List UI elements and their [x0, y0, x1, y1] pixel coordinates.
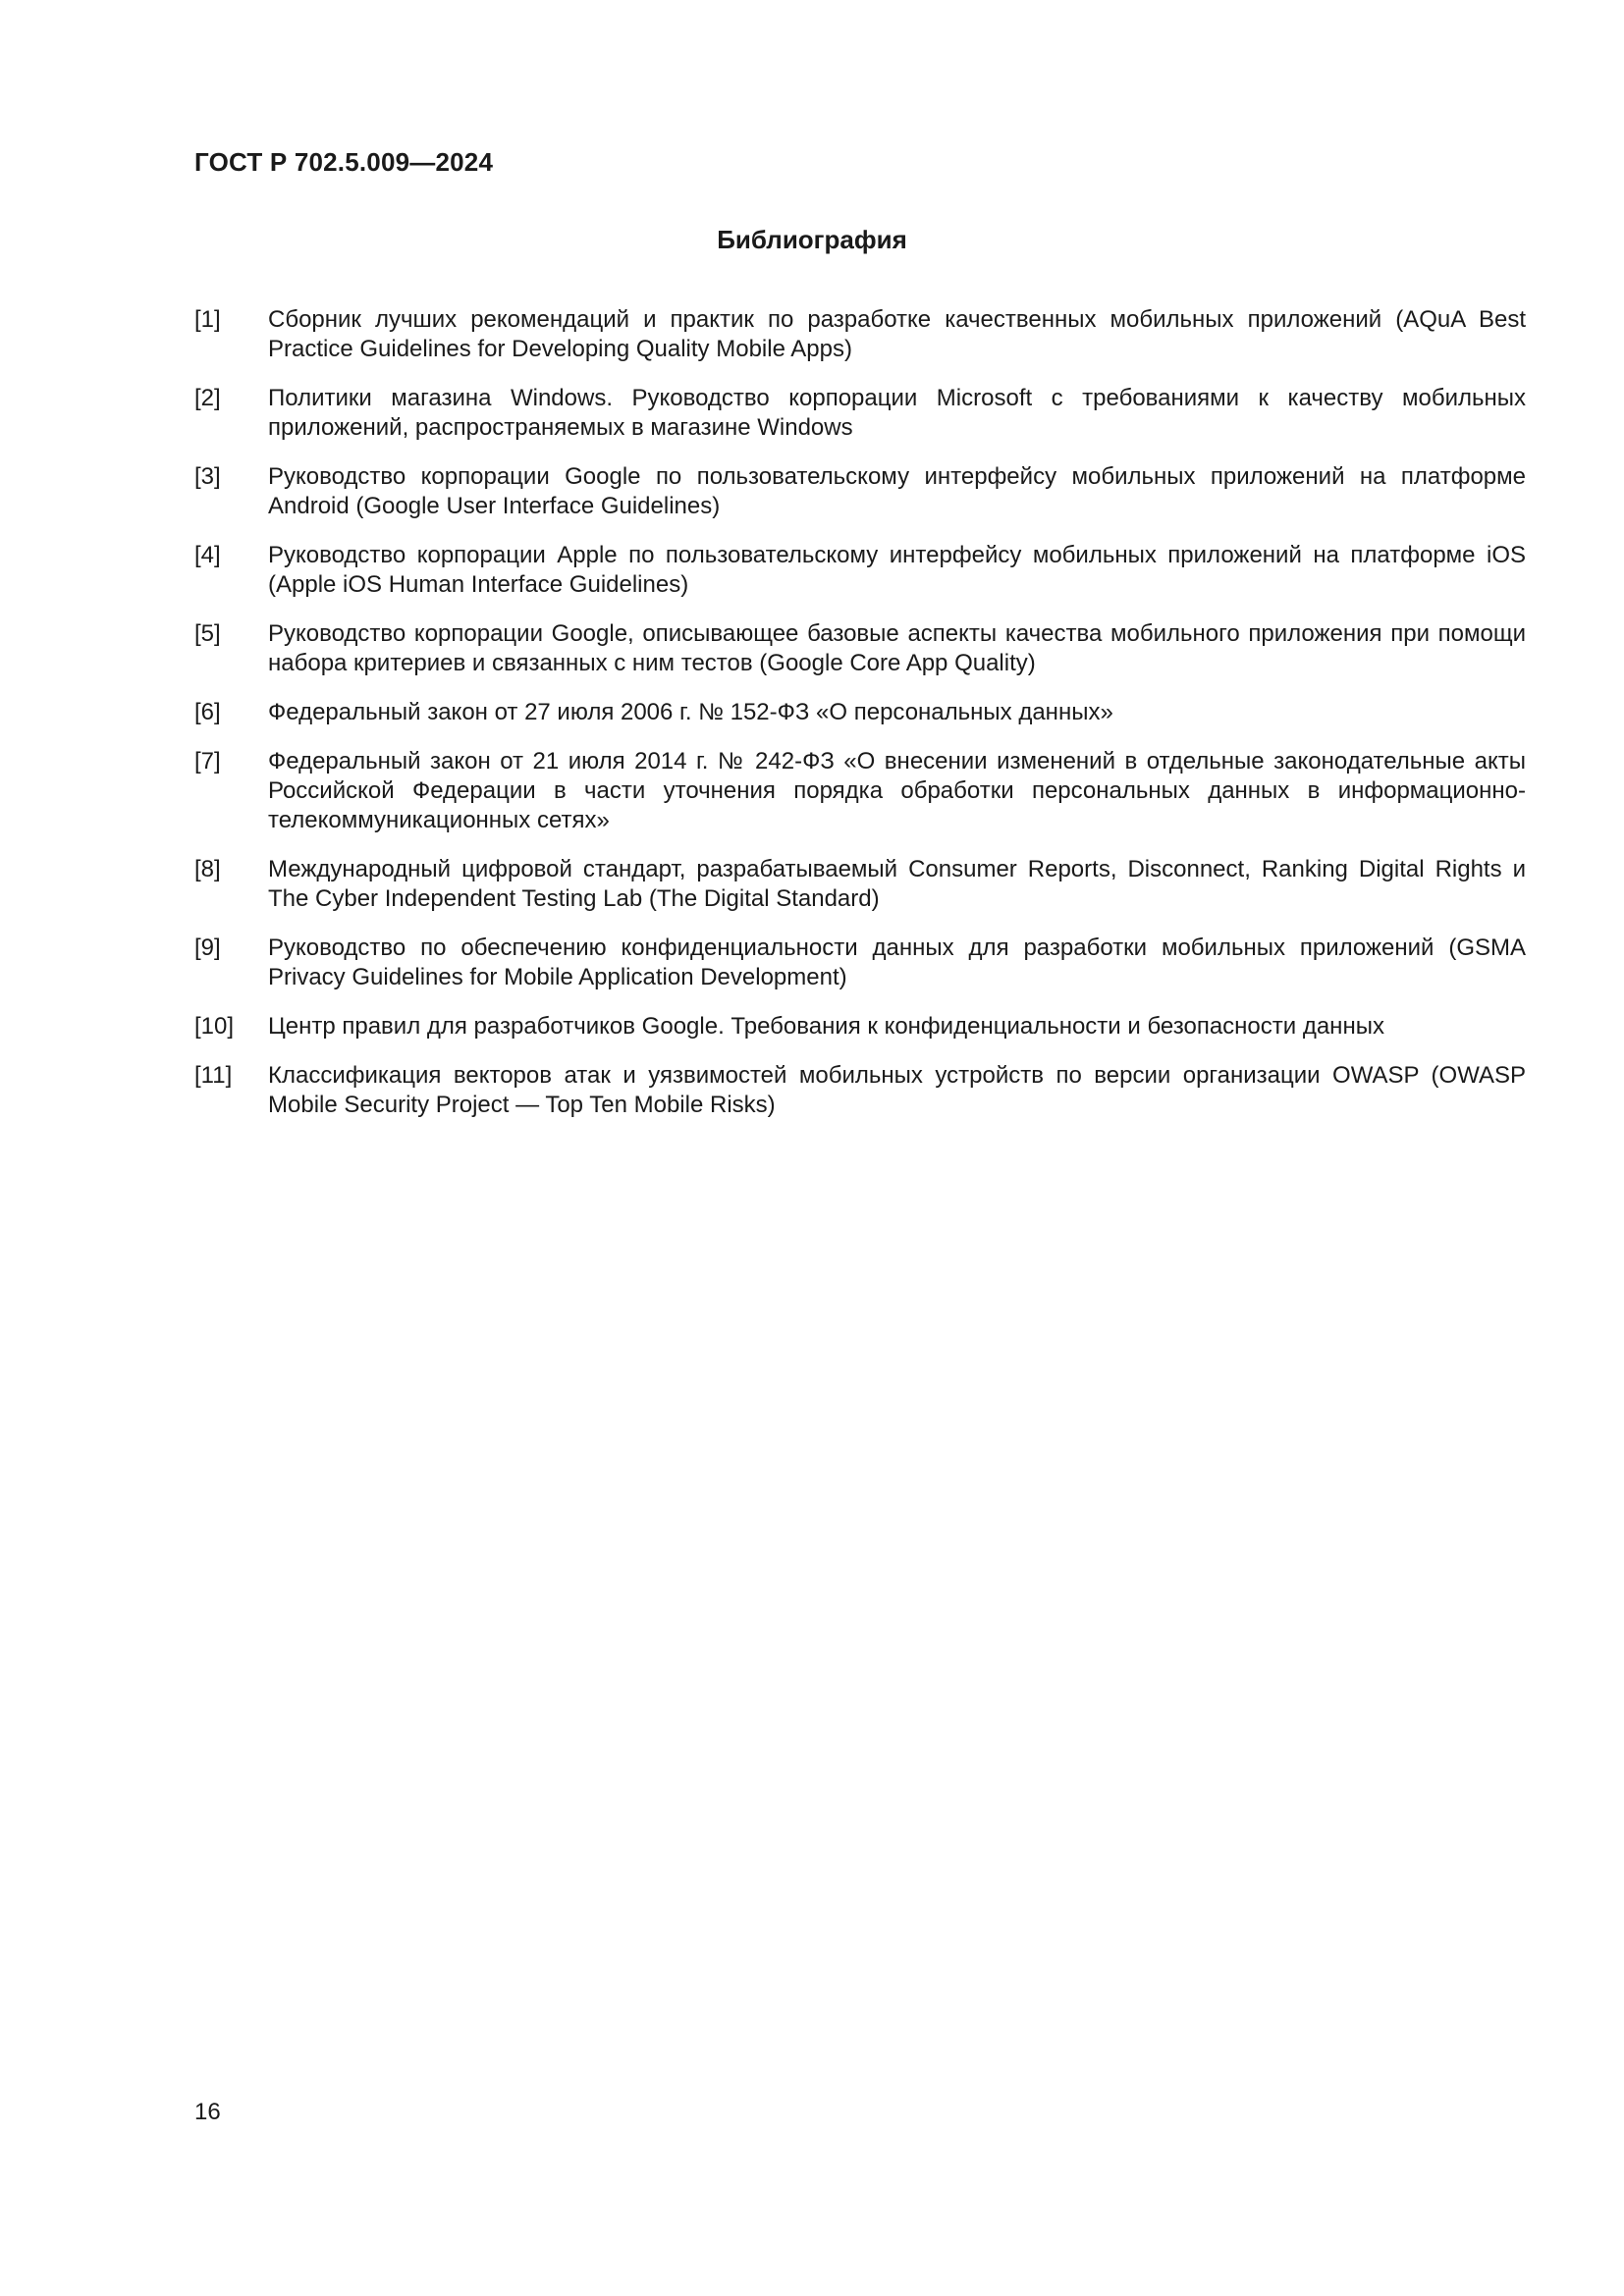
- document-code-header: ГОСТ Р 702.5.009—2024: [194, 147, 494, 177]
- bibliography-item-number: [4]: [194, 542, 221, 568]
- bibliography-item-text: Федеральный закон от 21 июля 2014 г. № 242-ФЗ «О внесении изменений в отдельные законодательные акты Российской Федерации в части уточнения порядка обработки персональных данных в информационно-телекоммуникационных сетях»: [268, 748, 1526, 833]
- bibliography-item-text: Центр правил для разработчиков Google. Требования к конфиденциальности и безопасности данных: [268, 1013, 1384, 1040]
- bibliography-item-8: [194, 855, 1526, 914]
- bibliography-item-10: [194, 1012, 1526, 1041]
- bibliography-item-text: Руководство корпорации Google, описывающее базовые аспекты качества мобильного приложения при помощи набора критериев и связанных с ним тестов (Google Core App Quality): [268, 620, 1526, 676]
- bibliography-item-number: [2]: [194, 385, 221, 411]
- bibliography-item-number: [5]: [194, 620, 221, 647]
- bibliography-item-number: [10]: [194, 1013, 235, 1040]
- bibliography-item-number: [8]: [194, 856, 221, 882]
- bibliography-item-text: Федеральный закон от 27 июля 2006 г. № 152-ФЗ «О персональных данных»: [268, 699, 1113, 725]
- bibliography-item-7: [194, 747, 1526, 835]
- bibliography-item-5: [194, 619, 1526, 678]
- bibliography-item-9: [194, 934, 1526, 992]
- bibliography-item-text: Классификация векторов атак и уязвимостей мобильных устройств по версии организации OWASP (OWASP Mobile Security Project — Top Ten Mobile Risks): [268, 1062, 1526, 1118]
- bibliography-item-number: [6]: [194, 699, 221, 725]
- bibliography-item-text: Руководство корпорации Apple по пользовательскому интерфейсу мобильных приложений на платформе iOS (Apple iOS Human Interface Guidelines): [268, 542, 1526, 598]
- bibliography-item-3: [194, 462, 1526, 521]
- bibliography-item-number: [11]: [194, 1062, 233, 1089]
- bibliography-item-text: Политики магазина Windows. Руководство корпорации Microsoft с требованиями к качеству мобильных приложений, распространяемых в магазине Windows: [268, 385, 1526, 441]
- bibliography-title: Библиография: [717, 225, 907, 254]
- bibliography-item-6: [194, 698, 1526, 727]
- bibliography-item-number: [1]: [194, 306, 221, 333]
- bibliography-item-2: [194, 384, 1526, 443]
- bibliography-item-number: [7]: [194, 748, 221, 774]
- bibliography-item-text: Международный цифровой стандарт, разрабатываемый Consumer Reports, Disconnect, Ranking Digital Rights и The Cyber Independent Testing Lab (The Digital Standard): [268, 856, 1526, 912]
- bibliography-list: [194, 305, 1526, 1140]
- page-number: 16: [194, 2099, 221, 2125]
- bibliography-item-1: [194, 305, 1526, 364]
- bibliography-item-text: Руководство по обеспечению конфиденциальности данных для разработки мобильных приложений (GSMA Privacy Guidelines for Mobile Application Development): [268, 934, 1526, 990]
- bibliography-item-4: [194, 541, 1526, 600]
- bibliography-item-text: Сборник лучших рекомендаций и практик по разработке качественных мобильных приложений (AQuA Best Practice Guidelines for Developing Quality Mobile Apps): [268, 306, 1526, 362]
- bibliography-item-11: [194, 1061, 1526, 1120]
- bibliography-item-number: [3]: [194, 463, 221, 490]
- bibliography-item-number: [9]: [194, 934, 221, 961]
- bibliography-item-text: Руководство корпорации Google по пользовательскому интерфейсу мобильных приложений на платформе Android (Google User Interface Guidelines): [268, 463, 1526, 519]
